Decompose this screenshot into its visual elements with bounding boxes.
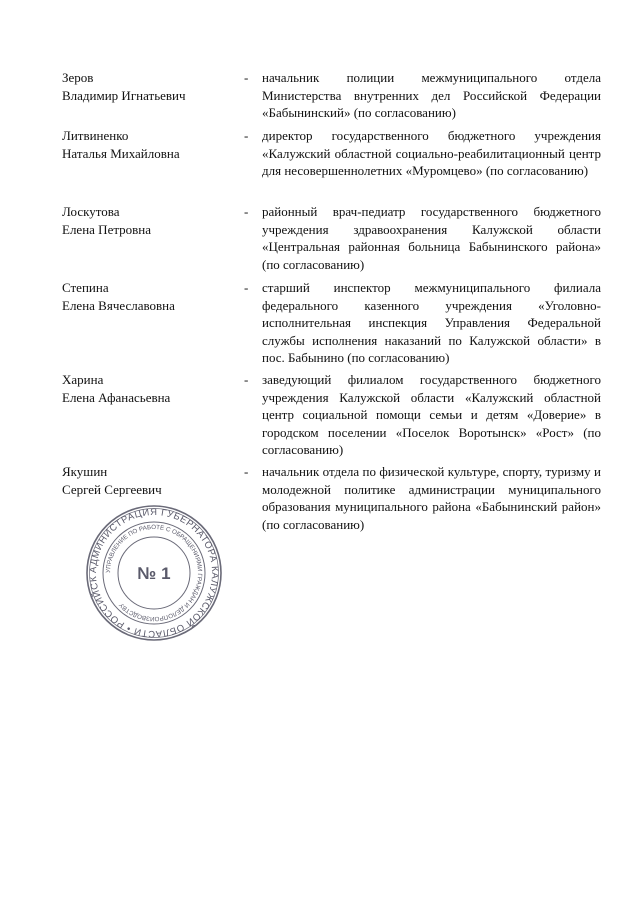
dash-separator: -	[244, 372, 249, 387]
member-given-names: Елена Афанасьевна	[62, 389, 171, 405]
official-stamp	[84, 503, 224, 643]
member-given-names: Владимир Игнатьевич	[62, 87, 186, 103]
stamp-number: № 1	[137, 564, 171, 583]
member-surname: Литвиненко	[62, 128, 129, 143]
stamp-inner-text: УПРАВЛЕНИЕ ПО РАБОТЕ С ОБРАЩЕНИЯМИ ГРАЖДАН И ДЕЛОПРОИЗВОДСТВУ	[104, 523, 204, 623]
member-name	[62, 279, 232, 314]
member-given-names: Елена Вячеславовна	[62, 297, 175, 313]
member-given-names: Елена Петровна	[62, 221, 152, 237]
dash-separator: -	[244, 280, 249, 295]
member-name	[62, 127, 232, 162]
member-surname: Лоскутова	[62, 204, 120, 219]
member-surname: Якушин	[62, 464, 108, 479]
stamp-outer-text: АДМИНИСТРАЦИЯ ГУБЕРНАТОРА КАЛУЖСКОЙ ОБЛАСТИ • РОССИЙСК	[87, 506, 221, 640]
member-position: начальник отдела по физической культуре, спорту, туризму и молодежной политике администрации муниципального образования муниципального района «Бабынинский район» (по согласованию)	[262, 464, 601, 532]
member-surname: Зеров	[62, 70, 94, 85]
dash-separator: -	[244, 464, 249, 479]
stamp-seal-icon	[84, 503, 224, 643]
member-position: заведующий филиалом государственного бюджетного учреждения Калужской области «Калужский областной центр социальной помощи семьи и детям «Доверие» в городском поселении «Поселок Воротынск» «Рост» (по согласованию)	[262, 372, 601, 457]
member-given-names: Сергей Сергеевич	[62, 481, 162, 497]
member-name	[62, 203, 232, 238]
member-surname: Харина	[62, 372, 104, 387]
member-name	[62, 371, 232, 406]
member-position: начальник полиции межмуниципального отдела Министерства внутренних дел Российской Федерации «Бабынинский» (по согласованию)	[262, 70, 601, 120]
dash-separator: -	[244, 204, 249, 219]
member-position: директор государственного бюджетного учреждения «Калужский областной социально-реабилитационный центр для несовершеннолетних «Муромцево» (по согласованию)	[262, 128, 601, 178]
member-name	[62, 463, 232, 498]
member-given-names: Наталья Михайловна	[62, 145, 180, 161]
member-name	[62, 69, 232, 104]
dash-separator: -	[244, 70, 249, 85]
member-surname: Степина	[62, 280, 109, 295]
member-position: районный врач-педиатр государственного бюджетного учреждения здравоохранения Калужской области «Центральная районная больница Бабынинского района» (по согласованию)	[262, 204, 601, 272]
member-position: старший инспектор межмуниципального филиала федерального казенного учреждения «Уголовно-исполнительная инспекция Управления Федеральной службы исполнения наказаний по Калужской области» в пос. Бабынино (по согласованию)	[262, 280, 601, 365]
dash-separator: -	[244, 128, 249, 143]
